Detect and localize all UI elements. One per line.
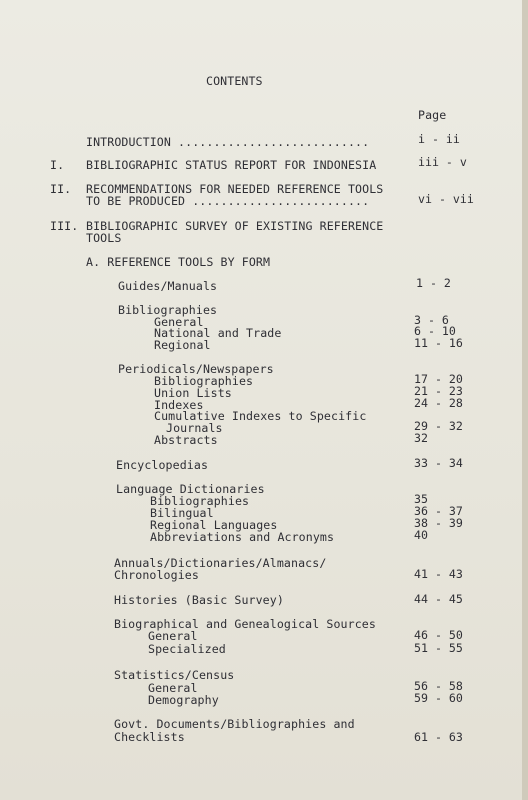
toc-entry-govt-line2: Checklists xyxy=(114,730,185,744)
page-edge-shadow xyxy=(522,0,528,800)
toc-entry-language-dictionaries: Language Dictionaries xyxy=(116,482,265,496)
toc-pages-encyclopedias: 33 - 34 xyxy=(414,456,463,470)
toc-entry-lang-regional: Regional Languages xyxy=(150,518,278,532)
toc-entry-per-union: Union Lists xyxy=(154,386,232,400)
toc-entry-per-cumulative-line1: Cumulative Indexes to Specific xyxy=(154,409,367,423)
toc-pages-per-cumulative: 29 - 32 xyxy=(414,419,463,433)
contents-heading: CONTENTS xyxy=(206,74,263,88)
toc-subsection-a: A. REFERENCE TOOLS BY FORM xyxy=(86,255,271,269)
toc-pages-biog-general: 46 - 50 xyxy=(414,628,463,642)
toc-pages-status-report: iii - v xyxy=(418,155,467,169)
toc-pages-lang-regional: 38 - 39 xyxy=(414,516,463,530)
toc-entry-annuals-line1: Annuals/Dictionaries/Almanacs/ xyxy=(114,556,327,570)
toc-entry-recommendations-line2: TO BE PRODUCED ......................... xyxy=(86,194,370,208)
toc-pages-guides: 1 - 2 xyxy=(416,276,451,290)
toc-entry-lang-abbreviations: Abbreviations and Acronyms xyxy=(150,530,335,544)
toc-pages-lang-bibliographies: 35 xyxy=(414,492,428,506)
toc-entry-annuals-line2: Chronologies xyxy=(114,568,199,582)
toc-entry-biblio-regional: Regional xyxy=(154,338,211,352)
page-column-heading: Page xyxy=(418,108,447,122)
toc-entry-survey-line1: BIBLIOGRAPHIC SURVEY OF EXISTING REFERENCE xyxy=(86,219,384,233)
section-number-2: II. xyxy=(50,182,72,196)
toc-entry-survey-line2: TOOLS xyxy=(86,231,122,245)
toc-entry-per-indexes: Indexes xyxy=(154,398,204,412)
toc-entry-stats-demography: Demography xyxy=(148,693,219,707)
toc-pages-recommendations: vi - vii xyxy=(418,192,474,206)
toc-entry-recommendations-line1: RECOMMENDATIONS FOR NEEDED REFERENCE TOOLS xyxy=(86,182,384,196)
toc-entry-per-bibliographies: Bibliographies xyxy=(154,374,254,388)
toc-pages-introduction: i - ii xyxy=(418,132,460,146)
toc-pages-per-indexes: 24 - 28 xyxy=(414,396,463,410)
toc-entry-per-cumulative-line2: Journals xyxy=(166,421,223,435)
section-number-1: I. xyxy=(50,158,65,172)
toc-pages-stats-general: 56 - 58 xyxy=(414,679,463,693)
toc-entry-status-report: BIBLIOGRAPHIC STATUS REPORT FOR INDONESIA xyxy=(86,158,377,172)
toc-pages-per-abstracts: 32 xyxy=(414,431,428,445)
toc-entry-lang-bilingual: Bilingual xyxy=(150,506,214,520)
toc-entry-govt-line1: Govt. Documents/Bibliographies and xyxy=(114,717,355,731)
section-number-3: III. xyxy=(50,219,79,233)
toc-pages-biblio-general: 3 - 6 xyxy=(414,313,449,327)
toc-pages-govt: 61 - 63 xyxy=(414,730,463,744)
toc-entry-encyclopedias: Encyclopedias xyxy=(116,458,209,472)
toc-entry-biog-general: General xyxy=(148,629,198,643)
toc-entry-biblio-general: General xyxy=(154,315,204,329)
toc-entry-introduction: INTRODUCTION ........................... xyxy=(86,135,370,149)
toc-entry-biblio-national: National and Trade xyxy=(154,326,282,340)
toc-pages-stats-demography: 59 - 60 xyxy=(414,691,463,705)
toc-entry-lang-bibliographies: Bibliographies xyxy=(150,494,250,508)
toc-entry-per-abstracts: Abstracts xyxy=(154,433,218,447)
toc-entry-periodicals: Periodicals/Newspapers xyxy=(118,362,274,376)
toc-pages-biblio-regional: 11 - 16 xyxy=(414,336,463,350)
toc-pages-biog-specialized: 51 - 55 xyxy=(414,641,463,655)
toc-pages-biblio-national: 6 - 10 xyxy=(414,324,456,338)
toc-entry-statistics: Statistics/Census xyxy=(114,668,235,682)
toc-entry-stats-general: General xyxy=(148,681,198,695)
toc-pages-per-bibliographies: 17 - 20 xyxy=(414,372,463,386)
toc-entry-guides: Guides/Manuals xyxy=(118,279,218,293)
toc-pages-per-union: 21 - 23 xyxy=(414,384,463,398)
toc-entry-biog-specialized: Specialized xyxy=(148,642,226,656)
toc-entry-histories: Histories (Basic Survey) xyxy=(114,593,284,607)
toc-pages-lang-abbreviations: 40 xyxy=(414,528,428,542)
toc-entry-bibliographies: Bibliographies xyxy=(118,303,218,317)
toc-pages-histories: 44 - 45 xyxy=(414,592,463,606)
toc-pages-lang-bilingual: 36 - 37 xyxy=(414,504,463,518)
toc-pages-annuals: 41 - 43 xyxy=(414,567,463,581)
toc-entry-biographical: Biographical and Genealogical Sources xyxy=(114,617,376,631)
